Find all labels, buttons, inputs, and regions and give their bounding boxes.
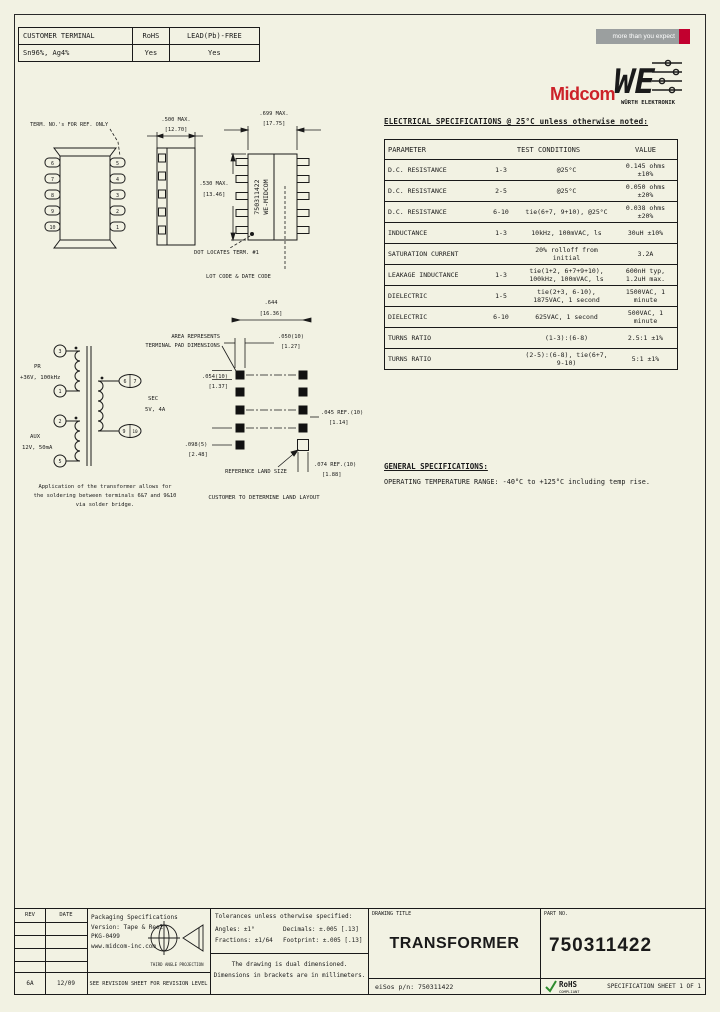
value-cell: 500VAC, 1 minute	[627, 309, 664, 325]
dim-total-mm: [16.36]	[259, 311, 283, 317]
part-number-cell	[541, 909, 705, 994]
table-row	[385, 348, 677, 369]
term-ref-note: TERM. NO.'s FOR REF. ONLY	[30, 122, 109, 128]
dim-height-mm: [13.46]	[202, 192, 226, 198]
pin-number: 8	[50, 193, 55, 199]
primary-spec: +36V, 100kHz	[20, 375, 61, 381]
cell-finish: Sn96%, Ag4%	[19, 45, 133, 62]
col-header-lead-free: LEAD(Pb)-FREE	[169, 28, 259, 45]
package-top-view-drawing	[28, 112, 146, 262]
table-row	[385, 201, 677, 222]
pin-number: 7	[133, 379, 137, 385]
midcom-logo: Midcom	[550, 84, 616, 104]
pin-number: 5	[58, 459, 62, 465]
revision-note: SEE REVISION SHEET FOR REVISION LEVEL	[89, 980, 208, 987]
value-cell: 0.145 ohms ±10%	[625, 162, 666, 178]
footer-strip	[541, 978, 705, 994]
condition-cell: (1-3):(6-8)	[544, 334, 589, 342]
tolerances-cell	[211, 909, 369, 994]
reference-land-note: REFERENCE LAND SIZE	[225, 469, 287, 475]
pins-cell	[483, 244, 519, 264]
pin-number: 9	[122, 429, 126, 435]
pin-number: 10	[132, 430, 138, 435]
dual-dimension-note: The drawing is dual dimensioned.	[231, 961, 348, 968]
table-row	[19, 45, 260, 62]
header-test-conditions: TEST CONDITIONS	[516, 145, 581, 154]
value-cell: 3.2A	[637, 250, 654, 258]
tol-decimals: Decimals: ±.005 [.13]	[283, 926, 359, 933]
leader-line	[110, 129, 120, 156]
drawing-title-cell	[369, 909, 541, 994]
note-line: via solder bridge.	[75, 502, 135, 508]
spec-header-row	[385, 140, 677, 159]
pin-number: 6	[50, 161, 55, 167]
primary-winding	[75, 351, 80, 391]
note-line: the soldering between terminals 6&7 and 9&10	[33, 493, 177, 499]
rohs-compliant-text: COMPLIANT	[559, 989, 580, 994]
part-number-label: PART NO.	[544, 911, 569, 917]
marking-brand: WE-MIDCOM	[262, 179, 270, 215]
note-line: Application of the transformer allows for	[38, 484, 172, 490]
leader-line	[222, 346, 236, 371]
secondary-winding	[98, 381, 103, 431]
dim-arrow	[157, 134, 163, 138]
divider	[15, 935, 87, 936]
pin-number: 10	[49, 225, 56, 231]
reference-land	[298, 440, 309, 451]
package-top-cap	[54, 148, 116, 156]
polarity-dot	[101, 377, 104, 380]
table-row	[385, 180, 677, 201]
drawing-title: TRANSFORMER	[389, 935, 520, 952]
polarity-dot	[75, 417, 78, 420]
dim-right-mm: [1.14]	[329, 420, 349, 426]
param-cell: INDUCTANCE	[388, 229, 428, 237]
divider	[211, 953, 368, 954]
title-block	[14, 908, 706, 995]
param-cell: SATURATION CURRENT	[388, 250, 459, 258]
pin-number: 1	[58, 389, 62, 395]
condition-cell: 10kHz, 100mVAC, ls	[531, 229, 602, 237]
table-row	[385, 285, 677, 306]
dim-side-label: .500 MAX.	[161, 117, 191, 123]
date-header: DATE	[59, 912, 73, 918]
table-row	[19, 28, 260, 45]
value-cell: 0.038 ohms ±20%	[625, 204, 666, 220]
param-cell: DIELECTRIC	[388, 313, 428, 321]
dot-locates-note: DOT LOCATES TERM. #1	[194, 250, 259, 256]
packaging-line: PKG-0499	[91, 933, 120, 940]
tagline-banner	[596, 29, 690, 44]
dim-side-mm: [12.70]	[164, 127, 188, 133]
value-cell: 600nH typ, 1.2uH max.	[625, 267, 666, 283]
cell-lead-free-yes: Yes	[169, 45, 259, 62]
packaging-line: Version: Tape & Reel	[91, 923, 164, 931]
param-cell: TURNS RATIO	[388, 355, 432, 363]
pin-number: 9	[50, 209, 55, 215]
cell-rohs-yes: Yes	[133, 45, 170, 62]
date-value: 12/09	[56, 980, 76, 987]
param-cell: LEAKAGE INDUCTANCE	[388, 271, 459, 279]
rohs-finish-table	[18, 27, 260, 62]
land-pattern-drawing	[138, 294, 390, 510]
condition-cell: tie(1+2, 6+7+9+10), 100kHz, 100mVAC, ls	[529, 267, 604, 283]
dim-bottom-label: .074 REF.(10)	[314, 462, 357, 468]
dim-total-label: .644	[264, 300, 278, 306]
terminal-pads-left	[236, 371, 245, 450]
aux-winding	[75, 421, 80, 461]
pins-cell	[483, 349, 519, 369]
rohs-compliant-icon	[544, 979, 596, 994]
rev-value: 6A	[26, 980, 34, 987]
we-logo-fader-lines	[652, 60, 682, 92]
dim-pad-w-label: .050(10)	[278, 334, 304, 340]
table-row	[385, 243, 677, 264]
param-cell: DIELECTRIC	[388, 292, 428, 300]
package-bottom-cap	[54, 240, 116, 248]
electrical-specs-title: ELECTRICAL SPECIFICATIONS @ 25°C unless otherwise noted:	[384, 117, 649, 126]
dim-height-label: .530 MAX.	[199, 181, 229, 187]
pins-cell: 6-10	[493, 208, 509, 216]
banner-red-block	[679, 29, 690, 44]
terminal-pads-right	[299, 371, 308, 433]
table-row	[385, 306, 677, 327]
header-value: VALUE	[634, 145, 657, 154]
dim-arrow	[232, 318, 240, 322]
projection-caption: THIRD ANGLE PROJECTION	[150, 962, 204, 967]
eisos-part-number: eiSos p/n: 750311422	[375, 982, 454, 991]
revision-and-packaging-cell	[15, 909, 211, 994]
pin-number: 6	[123, 379, 127, 385]
dim-row-label: .098(5)	[184, 442, 208, 448]
pins-cell: 6-10	[493, 313, 509, 321]
value-cell: 0.050 ohms ±20%	[625, 183, 666, 199]
pin-number: 4	[115, 177, 120, 183]
pin-number: 3	[58, 349, 62, 355]
pins-cell	[483, 328, 519, 348]
param-cell: TURNS RATIO	[388, 334, 432, 342]
tol-footprint: Footprint: ±.005 [.13]	[283, 937, 363, 944]
rev-header: REV	[25, 912, 35, 918]
condition-cell: @25°C	[556, 166, 577, 174]
table-row	[385, 159, 677, 180]
divider	[15, 922, 87, 923]
dim-pad-h-label: .054(10)	[202, 374, 228, 380]
table-row	[385, 327, 677, 348]
secondary-spec: 5V, 4A	[145, 407, 166, 413]
package-body	[60, 156, 110, 240]
dual-dimension-note: Dimensions in brackets are in millimeters.	[213, 972, 366, 979]
eisos-strip	[369, 978, 540, 994]
value-cell: 2.5:1 ±1%	[627, 334, 664, 342]
operating-temp-note: OPERATING TEMPERATURE RANGE: -40°C to +125°C including temp rise.	[384, 478, 650, 486]
pins-cell: 1-5	[495, 292, 507, 300]
condition-cell: 625VAC, 1 second	[535, 313, 598, 321]
value-cell: 1500VAC, 1 minute	[625, 288, 666, 304]
dim-row-mm: [2.48]	[188, 452, 208, 458]
lot-code-note: LOT CODE & DATE CODE	[206, 274, 271, 280]
dim-width-mm: [17.75]	[262, 121, 286, 127]
param-cell: D.C. RESISTANCE	[388, 208, 447, 216]
right-pins	[297, 159, 309, 234]
aux-label: AUX	[30, 434, 41, 440]
pin-number: 5	[115, 161, 120, 167]
electrical-specs-table	[384, 139, 678, 370]
polarity-dot	[75, 347, 78, 350]
tagline-text: more than you expect	[612, 33, 675, 40]
param-cell: D.C. RESISTANCE	[388, 187, 447, 195]
condition-cell: tie(2+3, 6-10), 1875VAC, 1 second	[533, 288, 600, 304]
param-cell: D.C. RESISTANCE	[388, 166, 447, 174]
header-parameter: PARAMETER	[388, 145, 426, 154]
dim-pad-w-mm: [1.27]	[281, 344, 301, 350]
primary-label: PR	[34, 364, 41, 370]
wuerth-elektronik-logo	[606, 56, 686, 108]
marking-part-number: 750311422	[253, 179, 261, 215]
area-note-line: AREA REPRESENTS	[171, 334, 220, 340]
j-leads	[159, 154, 166, 234]
col-header-customer-terminal: CUSTOMER TERMINAL	[19, 28, 133, 45]
pins-cell: 1-3	[495, 271, 507, 279]
centerlines	[246, 375, 297, 428]
general-specs-title: GENERAL SPECIFICATIONS:	[384, 462, 488, 471]
wurth-elektronik-text: WÜRTH ELEKTRONIK	[621, 100, 675, 106]
dim-arrow	[303, 318, 311, 322]
aux-spec: 12V, 50mA	[22, 445, 53, 451]
dim-bottom-mm: [1.88]	[322, 472, 342, 478]
rohs-text: RoHS	[559, 980, 578, 989]
left-pins	[236, 159, 248, 234]
divider	[15, 948, 87, 949]
tol-angles: Angles: ±1°	[215, 926, 255, 933]
secondary-label: SEC	[148, 396, 159, 402]
condition-cell: 20% rolloff from initial	[535, 246, 598, 262]
pins-cell: 1-3	[495, 229, 507, 237]
pin1-dot	[250, 232, 254, 236]
third-angle-projection-icon	[149, 918, 207, 970]
dim-width-label: .699 MAX.	[259, 111, 289, 117]
pin-number: 2	[58, 419, 62, 425]
condition-cell: @25°C	[556, 187, 577, 195]
packaging-link[interactable]: www.midcom-inc.com	[91, 942, 157, 950]
dim-pad-h-mm: [1.37]	[208, 384, 228, 390]
table-row	[385, 264, 677, 285]
package-marking-view-drawing	[188, 106, 380, 284]
pins-cell: 1-3	[495, 166, 507, 174]
pin-number: 2	[115, 209, 120, 215]
dim-right-label: .045 REF.(10)	[321, 410, 364, 416]
divider	[15, 961, 87, 962]
we-logo-mark: WE	[614, 62, 655, 102]
pin-number: 1	[115, 225, 120, 231]
col-header-rohs: RoHS	[133, 28, 170, 45]
condition-cell: (2-5):(6-8), tie(6+7, 9-10)	[525, 351, 608, 367]
packaging-line: Packaging Specifications	[91, 914, 178, 921]
pin-number: 7	[50, 177, 55, 183]
table-row	[385, 222, 677, 243]
sheet-label: SPECIFICATION SHEET 1 OF 1	[607, 983, 701, 990]
drawing-title-label: DRAWING TITLE	[372, 911, 412, 917]
part-number: 750311422	[549, 935, 653, 956]
pins-cell: 2-5	[495, 187, 507, 195]
tolerances-title: Tolerances unless otherwise specified:	[215, 913, 353, 920]
tol-fractions: Fractions: ±1/64	[215, 937, 273, 944]
value-cell: 5:1 ±1%	[631, 355, 660, 363]
area-note-line: TERMINAL PAD DIMENSIONS	[145, 343, 220, 349]
condition-cell: tie(6+7, 9+10), @25°C	[525, 208, 608, 216]
value-cell: 30uH ±10%	[627, 229, 664, 237]
customer-land-note: CUSTOMER TO DETERMINE LAND LAYOUT	[208, 495, 320, 501]
pin-number: 3	[115, 193, 120, 199]
